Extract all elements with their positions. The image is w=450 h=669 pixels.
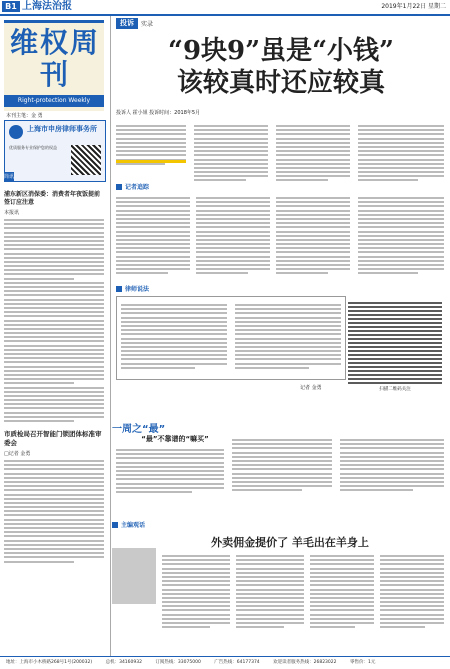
article-body-col [116, 446, 224, 495]
weekly-subtitle: Right-protection Weekly [4, 95, 104, 107]
law-firm-name: 上海市申房律师事务所 [27, 125, 97, 133]
headline-line-1: “9块9”虽是“小钱” [167, 36, 394, 66]
article-body-col [310, 552, 374, 630]
article-body-col [276, 194, 350, 277]
footer-phone: 总机：34160932 [105, 660, 142, 665]
section-kicker [116, 18, 153, 29]
left-column [0, 16, 108, 656]
qr-caption: 扫描二维码关注 [379, 387, 411, 392]
lawyer-opinion-box [116, 296, 346, 380]
news-title: 市质检局召开智能门锁团体标准审委会 [4, 430, 102, 447]
article-body-col [236, 552, 304, 630]
article-body-col [358, 194, 444, 277]
law-firm-ad[interactable] [4, 120, 106, 182]
news-title: 浦东新区消保委：消费者年夜饭提前签订应注意 [4, 191, 101, 206]
subhead-bullet-icon [116, 184, 122, 190]
footer-price: 零售价：1元 [349, 660, 376, 665]
law-firm-qr-icon [71, 145, 101, 175]
highlight-rule [116, 160, 186, 173]
subhead: 律师说法 [116, 284, 149, 293]
news-body-text [4, 219, 104, 422]
article-body-col [358, 122, 444, 184]
editor-view-header: 主编观话 [112, 520, 145, 529]
news-body-text [4, 460, 104, 563]
subhead-bullet-icon [116, 286, 122, 292]
complaint-byline: 投诉人 霍小姐 投诉时间：2018年5月 [116, 110, 201, 116]
headline-line-2: 该较真时还应较真 [176, 68, 385, 98]
headline [116, 36, 446, 100]
weekly-banner [4, 20, 104, 111]
news-brief-tag: 简讯 [4, 174, 15, 180]
footer-subscribe: 订阅热线：33075000 [155, 660, 201, 665]
editor-view-title: 外卖佣金提价了 羊毛出在羊身上 [211, 536, 369, 549]
article-body-col [340, 436, 444, 493]
article-body-col [194, 122, 268, 184]
subhead: 记者追踪 [116, 182, 149, 191]
weekly-most-title: “最”不靠谱的“嘛买” [141, 435, 209, 443]
law-firm-slogan: 优质服务专业保护您的权益 [9, 145, 57, 150]
article-body-col [232, 436, 332, 493]
qr-code-icon[interactable] [348, 300, 442, 384]
article-body-col [276, 122, 350, 184]
article-body-col [116, 194, 190, 277]
page-number-badge: B1 [2, 1, 20, 12]
footer-address: 地址：上海市小木桥路268号1号(200032) [6, 660, 93, 665]
section-bullet-icon [112, 522, 118, 528]
weekly-most-badge: 一周之“最” [112, 424, 166, 435]
article-body-col [162, 552, 230, 630]
author-photo [112, 548, 156, 604]
editor-line: 本刊主笔：金 勇 [6, 113, 43, 119]
footer-service: 欢迎读者服务热线：26823022 [273, 660, 337, 665]
weekly-title: 维权周刊 [10, 26, 101, 91]
page-header [0, 0, 450, 16]
footer-ads: 广告热线：64177374 [214, 660, 260, 665]
article-signature: 记者 金勇 [300, 385, 322, 391]
issue-date: 2019年1月22日 星期二 [381, 3, 446, 10]
news-lead: □记者 金勇 [4, 451, 31, 457]
kicker-label: 投诉 [116, 18, 138, 29]
column-divider [110, 16, 111, 656]
masthead: 上海法治报 [22, 1, 72, 12]
article-body-col [196, 194, 270, 277]
news-item [4, 191, 104, 565]
article-body-col [380, 552, 444, 630]
law-firm-logo-icon [9, 125, 23, 139]
kicker-sub: 实录 [141, 21, 154, 28]
news-lead: 本报讯 [4, 210, 20, 216]
page-footer [0, 656, 450, 669]
